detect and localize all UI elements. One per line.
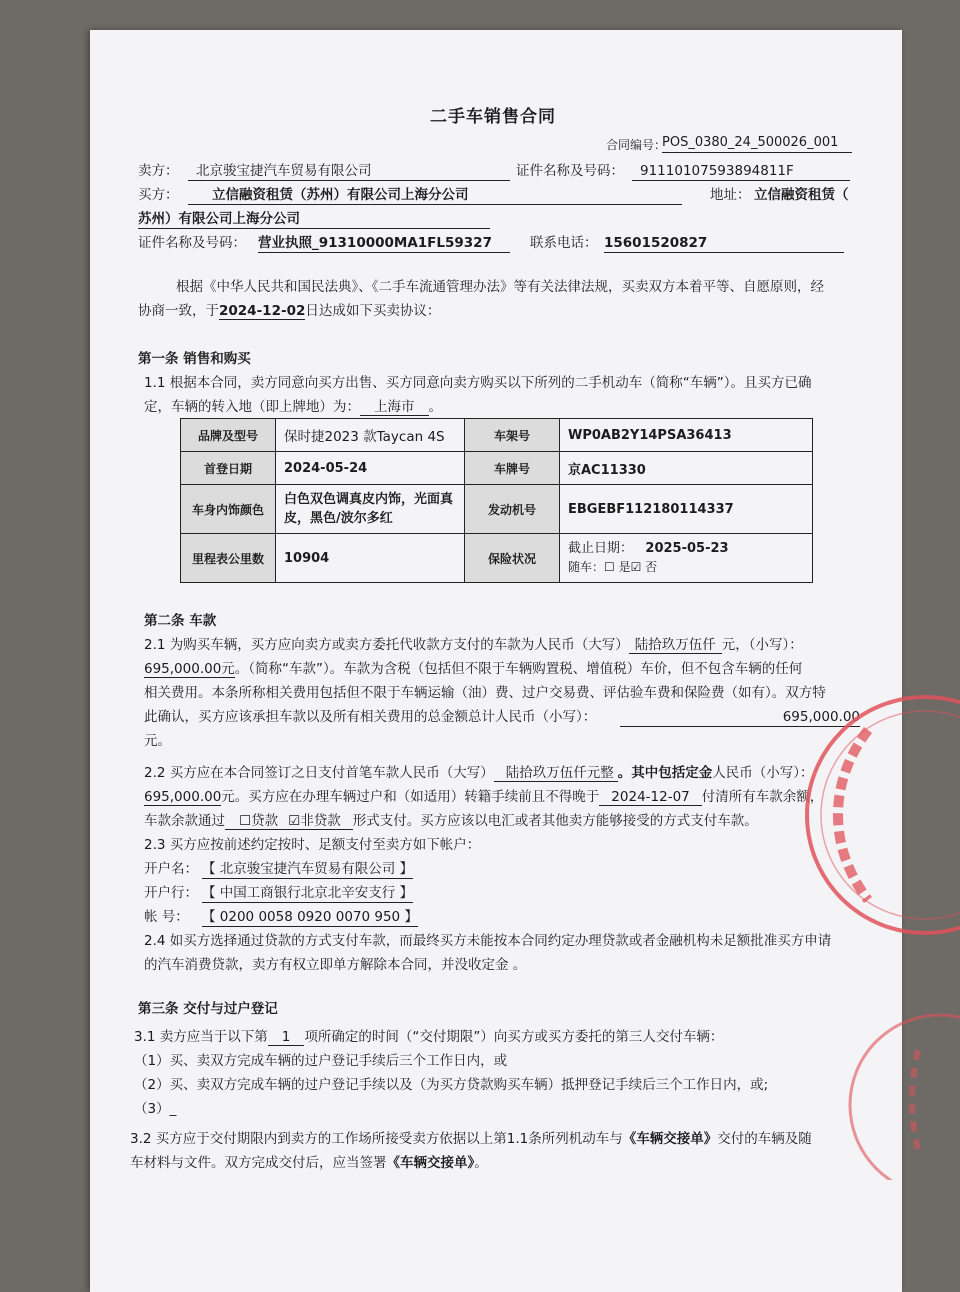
- p21-line1: [144, 636, 803, 654]
- delivery-option-number: 1: [268, 1029, 305, 1046]
- p22-line2: [144, 788, 823, 806]
- article1-period: 。: [428, 399, 442, 415]
- p22-line3: [144, 812, 758, 830]
- preamble-line2: [138, 302, 440, 320]
- table-row: [181, 534, 813, 583]
- document-title: 二手车销售合同: [430, 107, 556, 127]
- vin-label: 车架号: [465, 419, 560, 452]
- p32-text-d: 。: [474, 1155, 488, 1171]
- brand-value: 保时捷2023 款Taycan 4S: [276, 419, 465, 452]
- preamble-line1: 根据《中华人民共和国民法典》、《二手车流通管理办法》等有关法律法规，买卖双方本着平等、自愿原则，经: [176, 279, 824, 295]
- table-row: [181, 419, 813, 452]
- option-non-loan: ☑非贷款: [282, 813, 353, 830]
- odometer-value: 10904: [276, 534, 465, 583]
- brand-label: 品牌及型号: [181, 419, 276, 452]
- buyer-address-part1: 立信融资租赁（: [754, 187, 849, 203]
- p22-text-d: 元。买方应在办理车辆过户和（如适用）转籍手续前且不得晚于: [221, 789, 600, 805]
- delivery-option-3: （3）_: [134, 1101, 177, 1117]
- p22-text-a: 2.2 买方应在本合同签订之日支付首笔车款人民币（大写）: [144, 765, 494, 781]
- p21-line2: [144, 660, 802, 678]
- reg-date-label: 首登日期: [181, 452, 276, 485]
- plate-label: 车牌号: [465, 452, 560, 485]
- p23-text: 2.3 买方应按前述约定按时、足额支付至卖方如下帐户：: [144, 837, 481, 853]
- buyer-label: 买方：: [138, 187, 179, 203]
- p31-text-a: 3.1 卖方应当于以下第: [134, 1029, 268, 1045]
- preamble-text-post: 日达成如下买卖协议：: [305, 303, 441, 319]
- price-in-figures: 695,000.00元: [144, 661, 235, 677]
- transfer-city: 上海市: [360, 399, 429, 416]
- p24-line1: 2.4 如买方选择通过贷款的方式支付车款，而最终买方未能按本合同约定办理贷款或者金融机构未足额批准买方申请: [144, 933, 832, 949]
- insurance-expiry-date: 2025-05-23: [645, 541, 729, 556]
- buyer-id-value: 营业执照_91310000MA1FL59327: [258, 234, 510, 253]
- p32-text-b: 交付的车辆及随: [717, 1131, 812, 1147]
- p22-text-c: 人民币（小写）：: [712, 765, 814, 781]
- table-row: [181, 485, 813, 534]
- article1-p1-line2: [144, 398, 442, 416]
- article1-text: 定，车辆的转入地（即上牌地）为：: [144, 399, 360, 415]
- handover-form-ref-2: 《车辆交接单》: [386, 1155, 475, 1171]
- delivery-option-2: （2）买、卖双方完成车辆的过户登记手续以及（为买方贷款购买车辆）抵押登记手续后三个工作日内，或;: [134, 1077, 769, 1093]
- buyer-address-label: 地址：: [710, 187, 751, 203]
- buyer-phone-value: 15601520827: [604, 234, 844, 253]
- odometer-label: 里程表公里数: [181, 534, 276, 583]
- handover-form-ref: 《车辆交接单》: [622, 1131, 718, 1147]
- p21-text-a: 2.1 为购买车辆，买方应向卖方或卖方委托代收款方支付的车款为人民币（大写）: [144, 637, 629, 653]
- contract-no-value: POS_0380_24_500026_001: [662, 134, 852, 153]
- option-loan: ☐贷款: [225, 813, 282, 830]
- reg-date-value: 2024-05-24: [276, 452, 465, 485]
- article1-heading: 第一条 销售和购买: [138, 351, 251, 367]
- agreement-date: 2024-12-02: [219, 303, 306, 319]
- p22-deposit-text: 。其中包括定金: [617, 765, 713, 781]
- seller-id-value: 91110107593894811F: [632, 162, 850, 181]
- p21-line4: [144, 708, 596, 726]
- account-name-label: 开户名：: [144, 861, 198, 877]
- account-no: 【 0200 0058 0920 0070 950 】: [202, 909, 418, 925]
- p21-line5: 元。: [144, 733, 171, 749]
- vin-value: WP0AB2Y14PSA36413: [560, 419, 813, 452]
- color-value: 白色双色调真皮内饰，光面真皮，黑色/波尔多红: [284, 492, 454, 526]
- buyer-name: 立信融资租赁（苏州）有限公司上海分公司: [188, 186, 682, 205]
- p32-line2: [130, 1154, 488, 1172]
- p24-line2: 的汽车消费贷款，卖方有权立即单方解除本合同，并没收定金 。: [144, 957, 527, 973]
- p32-line1: [130, 1130, 812, 1148]
- account-no-label: 帐 号：: [144, 909, 189, 925]
- engine-label: 发动机号: [465, 485, 560, 534]
- account-bank: 【 中国工商银行北京北辛安支行 】: [202, 885, 414, 901]
- buyer-id-label: 证件名称及号码：: [138, 235, 246, 251]
- p21-text-b: 元，（小写）：: [721, 637, 803, 653]
- delivery-option-1: （1）买、卖双方完成车辆的过户登记手续后三个工作日内，或: [134, 1053, 508, 1069]
- article2-heading: 第二条 车款: [144, 613, 217, 629]
- preamble-text-pre: 协商一致，于: [138, 303, 219, 319]
- p31-text-b: 项所确定的时间（“交付期限”）向买方或买方委托的第三人交付车辆：: [304, 1029, 724, 1045]
- engine-value: EBGEBF112180114337: [560, 485, 813, 534]
- p22-text-f: 车款余款通过: [144, 813, 225, 829]
- vehicle-table: [180, 418, 813, 583]
- total-amount: 695,000.00: [620, 708, 860, 727]
- p22-text-e: 付清所有车款余额，: [701, 789, 824, 805]
- buyer-phone-label: 联系电话：: [530, 235, 598, 251]
- p22-text-g: 形式支付。买方应该以电汇或者其他卖方能够接受的方式支付车款。: [352, 813, 758, 829]
- p21-line3: 相关费用。本条所称相关费用包括但不限于车辆运输（油）费、过户交易费、评估验车费和保险费（如有）。双方特: [144, 685, 826, 701]
- account-bank-label: 开户行：: [144, 885, 198, 901]
- table-row: [181, 452, 813, 485]
- seller-label: 卖方：: [138, 163, 179, 179]
- insurance-expiry: [568, 539, 804, 558]
- article3-heading: 第三条 交付与过户登记: [138, 1001, 278, 1017]
- contract-page: [90, 30, 902, 1292]
- insurance-expiry-label: 截止日期：: [568, 541, 634, 556]
- seller-name: 北京骏宝捷汽车贸易有限公司: [188, 162, 510, 181]
- p32-text-c: 车材料与文件。双方完成交付后，应当签署: [130, 1155, 387, 1171]
- contract-no-label: 合同编号：: [606, 138, 667, 152]
- article1-p1-line1: 1.1 根据本合同，卖方同意向买方出售、买方同意向卖方购买以下所列的二手机动车（简称“车辆”）。且买方已确: [144, 375, 812, 391]
- p31-line: [134, 1028, 723, 1046]
- plate-value: 京AC11330: [560, 452, 813, 485]
- p21-text-e: 此确认，买方应该承担车款以及所有相关费用的总金额总计人民币（小写）：: [144, 709, 597, 725]
- p32-text-a: 3.2 买方应于交付期限内到卖方的工作场所接受卖方依据以上第1.1条所列机动车与: [130, 1131, 623, 1147]
- buyer-address-part2: 苏州）有限公司上海分公司: [138, 210, 490, 229]
- first-payment-words: 陆拾玖万伍仟元整: [494, 765, 618, 782]
- deposit-figures: 695,000.00: [144, 789, 222, 805]
- price-in-words: 陆拾玖万伍仟: [629, 637, 722, 654]
- color-label: 车身内饰颜色: [181, 485, 276, 534]
- seller-id-label: 证件名称及号码：: [516, 163, 624, 179]
- insurance-with-car: 随车：☐ 是☑ 否: [568, 560, 658, 574]
- p21-text-c: 。（简称“车款”）。车款为含税（包括但不限于车辆购置税、增值税）车价，但不包含车辆的任何: [234, 661, 803, 677]
- p22-line1: [144, 764, 814, 782]
- insurance-label: 保险状况: [465, 534, 560, 583]
- account-name: 【 北京骏宝捷汽车贸易有限公司 】: [202, 861, 414, 877]
- payment-deadline: 2024-12-07: [599, 789, 701, 806]
